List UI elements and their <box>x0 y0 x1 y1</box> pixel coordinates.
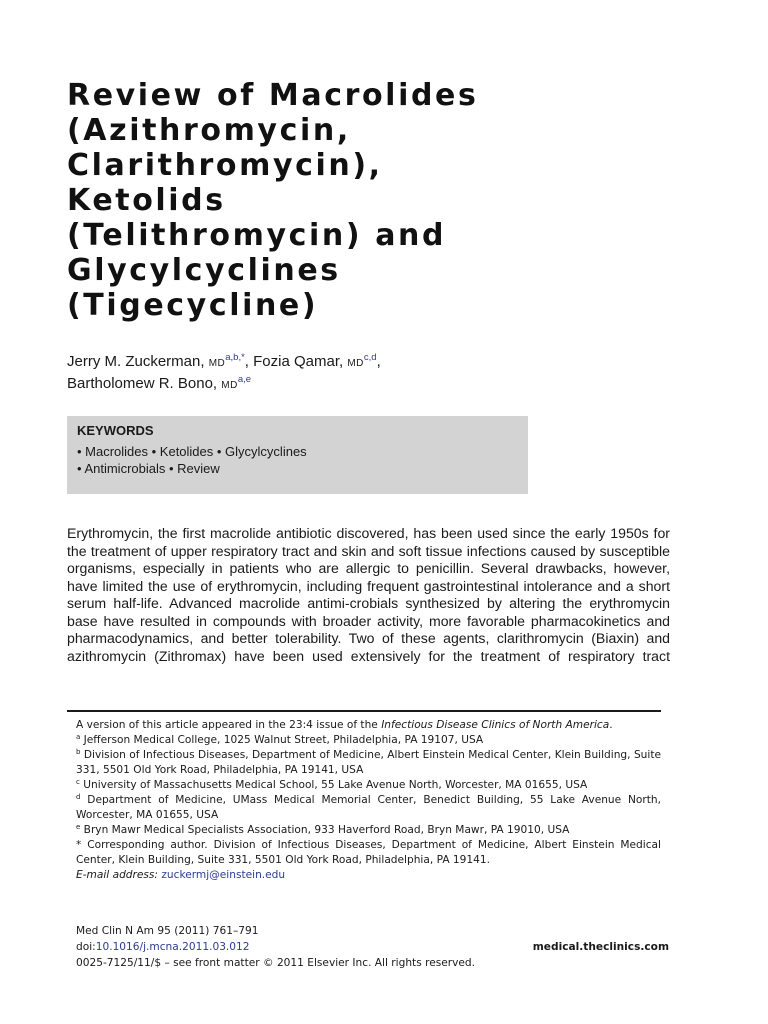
footnote-email <box>76 868 661 883</box>
footnote-mark: a <box>76 733 81 741</box>
footnote-affiliation-e <box>76 823 661 838</box>
title-line: Ketolids <box>67 183 226 218</box>
journal-name: Infectious Disease Clinics of North America <box>381 719 610 731</box>
author-affiliation-link[interactable]: a,b,* <box>225 352 245 363</box>
author-line-2 <box>67 374 667 396</box>
footnotes <box>76 718 661 883</box>
article-title <box>67 78 627 323</box>
footnote-text: Division of Infectious Diseases, Department of Medicine, Albert Einstein Medical Center, Klein Building, Suite 331, 5501 Old York Road, Philadelphia, PA 19141, USA <box>76 749 661 776</box>
footnote-version <box>76 718 661 733</box>
footnote-text: Jefferson Medical College, 1025 Walnut Street, Philadelphia, PA 19107, USA <box>80 734 484 746</box>
footnote-divider <box>67 710 661 712</box>
footnote-text: Department of Medicine, UMass Medical Memorial Center, Benedict Building, 55 Lake Avenue North, Worcester, MA 01655, USA <box>76 794 661 821</box>
journal-citation: Med Clin N Am 95 (2011) 761–791 <box>76 925 259 937</box>
title-line: (Tigecycline) <box>67 288 319 323</box>
doi-label: doi: <box>76 941 96 953</box>
title-line: Review of Macrolides <box>67 78 479 113</box>
author-name: Fozia Qamar, <box>253 353 348 370</box>
author-degree: MD <box>208 358 226 369</box>
author-name: Bartholomew R. Bono, <box>67 375 222 392</box>
author-separator: , <box>244 353 254 370</box>
keywords-line: • Antimicrobials • Review <box>77 461 220 476</box>
author-line-1 <box>67 352 667 374</box>
footnote-mark: b <box>76 748 81 756</box>
footnote-affiliation-b <box>76 748 661 778</box>
footnote-affiliation-c <box>76 778 661 793</box>
footnote-mark: d <box>76 793 81 801</box>
doi-link[interactable]: 10.1016/j.mcna.2011.03.012 <box>95 941 250 953</box>
author-list <box>67 352 667 396</box>
footnote-affiliation-a <box>76 733 661 748</box>
author-name: Jerry M. Zuckerman, <box>67 353 209 370</box>
title-line: Clarithromycin), <box>67 148 383 183</box>
title-line: (Telithromycin) and <box>67 218 447 253</box>
keywords-line: • Macrolides • Ketolides • Glycylcyclines <box>77 444 307 459</box>
copyright-line: 0025-7125/11/$ – see front matter © 2011 Elsevier Inc. All rights reserved. <box>76 957 475 969</box>
author-degree: MD <box>347 358 364 369</box>
author-affiliation-link[interactable]: a,e <box>237 374 252 385</box>
email-link[interactable]: zuckermj@einstein.edu <box>161 869 286 881</box>
journal-website-link[interactable]: medical.theclinics.com <box>532 941 669 953</box>
footnote-corresponding: * Corresponding author. Division of Infectious Diseases, Department of Medicine, Albert Einstein Medical Center, Klein Building, Suite 331, 5501 Old York Road, Philadelphia, PA 19141. <box>76 839 661 866</box>
keywords-heading: KEYWORDS <box>77 423 154 438</box>
abstract-paragraph: Erythromycin, the first macrolide antibiotic discovered, has been used since the early 1950s for the treatment of upper respiratory tract and skin and soft tissue infections caused by susceptible organisms, especially in patients who are allergic to penicillin. Several drawbacks, however, have limited the use of erythromycin, including frequent gastrointestinal intolerance and a short serum half-life. Advanced macrolide antimi-crobials synthesized by altering the erythromycin base have resulted in compounds with broader activity, more favorable pharmacokinetics and pharmacodynamics, and better tolerability. Two of these agents, clarithromycin (Biaxin) and azithromycin (Zithromax) have been used extensively for the treatment of respiratory tract <box>67 525 670 664</box>
author-affiliation-link[interactable]: c,d <box>363 352 377 363</box>
footnote-mark: c <box>76 778 80 786</box>
keywords-box <box>67 416 528 494</box>
footnote-text: A version of this article appeared in the 23:4 issue of the <box>76 719 382 731</box>
footnote-text: . <box>609 719 613 731</box>
author-degree: MD <box>221 380 238 391</box>
footnote-mark: e <box>76 823 81 831</box>
email-label: E-mail address: <box>76 869 162 881</box>
title-line: Glycylcyclines <box>67 253 341 288</box>
footnote-affiliation-d <box>76 793 661 823</box>
title-line: (Azithromycin, <box>67 113 351 148</box>
author-separator: , <box>376 353 381 370</box>
footnote-text: Bryn Mawr Medical Specialists Association, 933 Haverford Road, Bryn Mawr, PA 19010, USA <box>80 824 570 836</box>
footnote-text: University of Massachusetts Medical School, 55 Lake Avenue North, Worcester, MA 01655, USA <box>79 779 588 791</box>
